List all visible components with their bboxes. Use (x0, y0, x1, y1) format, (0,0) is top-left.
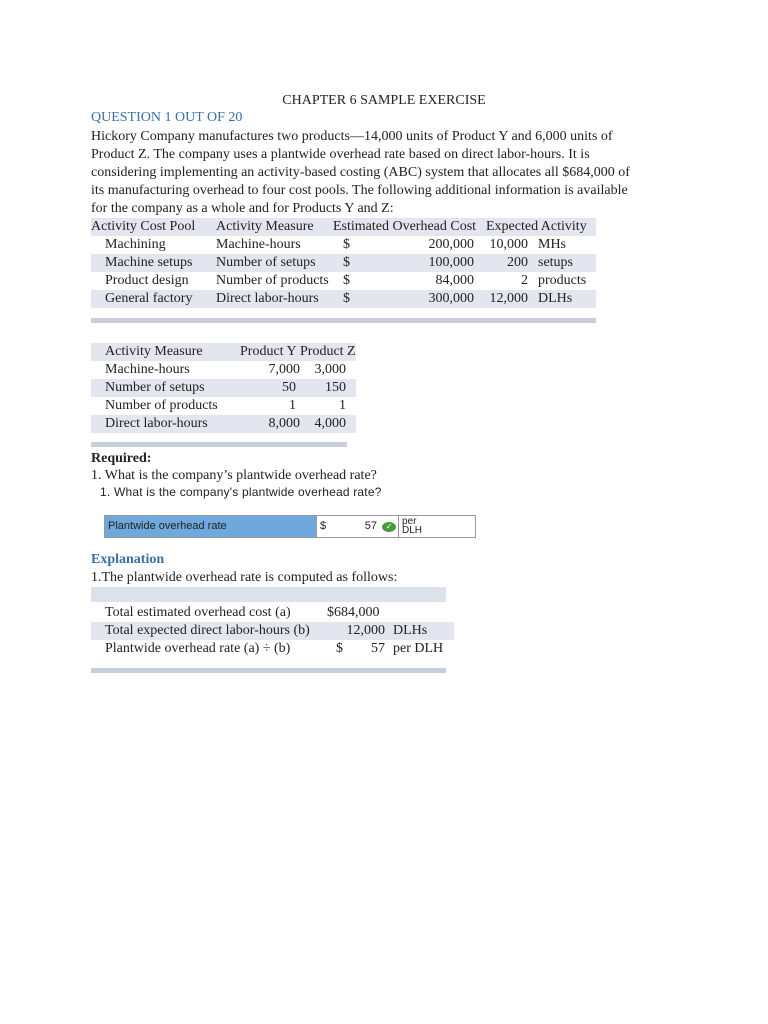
qty-cell: 12,000 (486, 290, 528, 308)
table-row (91, 379, 356, 397)
explanation-heading: Explanation (91, 552, 165, 567)
required-label: Required: (91, 451, 152, 466)
column-header: Activity Measure (216, 218, 333, 236)
product-z-cell: 150 (300, 379, 356, 397)
cost-cell: 84,000 (435, 273, 474, 288)
table-row (91, 622, 454, 640)
qty-cell: 10,000 (489, 237, 528, 252)
table-row (91, 361, 356, 379)
answer-box (104, 515, 476, 538)
answer-value: 57 (364, 520, 377, 532)
unit-cell: products (538, 273, 587, 288)
column-header: Expected Activity (486, 218, 596, 236)
pool-cell: Machining (105, 237, 166, 252)
measure-cell: Number of setups (216, 254, 333, 272)
paragraph-line: for the company as a whole and for Products Y and Z: (91, 201, 394, 216)
unit-cell: MHs (538, 237, 567, 252)
unit-cell: setups (528, 254, 596, 272)
pool-cell: Machine setups (91, 254, 216, 272)
question-1-screenshot-text: 1. What is the company's plantwide overhead rate? (100, 485, 382, 499)
problem-paragraph (91, 128, 681, 218)
table-header-bar (91, 587, 446, 602)
answer-unit-line: DLH (402, 525, 423, 536)
explanation-label: Total estimated overhead cost (a) (105, 605, 291, 620)
paragraph-line: Hickory Company manufactures two products—14,000 units of Product Y and 6,000 units of (91, 129, 613, 144)
cost-pool-table (91, 218, 596, 323)
cost-cell: 100,000 (357, 254, 486, 272)
currency-cell: $ (333, 290, 357, 308)
table-row (91, 236, 596, 254)
explanation-value: 12,000 (327, 622, 385, 640)
page-title: CHAPTER 6 SAMPLE EXERCISE (282, 93, 486, 108)
pool-cell: General factory (91, 290, 216, 308)
table-row (91, 640, 454, 658)
currency-cell: $ (343, 273, 350, 288)
answer-currency: $ (320, 520, 327, 532)
product-y-cell: 7,000 (268, 362, 300, 377)
cost-cell: 300,000 (357, 290, 486, 308)
answer-unit-line: per (402, 516, 417, 527)
qty-cell: 2 (521, 273, 528, 288)
answer-label: Plantwide overhead rate (105, 516, 317, 537)
explanation-table (91, 587, 454, 673)
table-row (91, 290, 596, 308)
currency-cell: $ (343, 237, 350, 252)
explanation-unit: per DLH (393, 641, 444, 656)
table-divider (91, 442, 347, 447)
column-header: Activity Measure (91, 343, 240, 361)
table-row (91, 272, 596, 290)
product-y-cell: 1 (289, 398, 296, 413)
question-heading: QUESTION 1 OUT OF 20 (91, 110, 243, 125)
measure-cell: Number of products (105, 398, 218, 413)
product-y-cell: 8,000 (240, 415, 300, 433)
explanation-unit: DLHs (385, 622, 454, 640)
table-row (91, 604, 454, 622)
question-1-text: 1. What is the company’s plantwide overhead rate? (91, 468, 377, 483)
explanation-value: $ 57 (336, 641, 385, 656)
table-header-row (91, 218, 596, 236)
explanation-label: Total expected direct labor-hours (b) (91, 622, 327, 640)
answer-unit (398, 516, 425, 537)
table-row (91, 254, 596, 272)
product-z-cell: 1 (339, 398, 346, 413)
explanation-label: Plantwide overhead rate (a) ÷ (b) (105, 641, 291, 656)
explanation-value: $684,000 (327, 605, 380, 620)
cost-cell: 200,000 (428, 237, 474, 252)
explanation-text: 1.The plantwide overhead rate is computed as follows: (91, 570, 398, 585)
table-row (91, 415, 356, 433)
qty-cell: 200 (486, 254, 528, 272)
table-divider (91, 668, 446, 673)
paragraph-line: considering implementing an activity-based costing (ABC) system that allocates all $684,000 of (91, 165, 630, 180)
column-header: Estimated Overhead Cost (333, 218, 486, 236)
paragraph-line: its manufacturing overhead to four cost pools. The following additional information is available (91, 183, 628, 198)
column-header: Product Y (240, 343, 300, 361)
product-z-cell: 3,000 (314, 362, 346, 377)
table-divider (91, 318, 596, 323)
product-y-cell: 50 (240, 379, 300, 397)
measure-cell: Machine-hours (105, 362, 190, 377)
column-header: Activity Cost Pool (91, 218, 216, 236)
column-header: Product Z (300, 344, 356, 359)
measure-cell: Number of setups (91, 379, 240, 397)
pool-cell: Product design (105, 273, 189, 288)
measure-cell: Machine-hours (216, 237, 301, 252)
measure-cell: Direct labor-hours (216, 290, 333, 308)
measure-cell: Direct labor-hours (91, 415, 240, 433)
product-z-cell: 4,000 (300, 415, 356, 433)
check-icon: ✓ (380, 516, 398, 537)
measure-cell: Number of products (216, 273, 329, 288)
unit-cell: DLHs (528, 290, 596, 308)
currency-cell: $ (333, 254, 357, 272)
paragraph-line: Product Z. The company uses a plantwide overhead rate based on direct labor-hours. It is (91, 147, 590, 162)
product-activity-table (91, 343, 356, 447)
explanation-unit (385, 604, 454, 622)
table-header-row (91, 343, 356, 361)
table-row (91, 397, 356, 415)
